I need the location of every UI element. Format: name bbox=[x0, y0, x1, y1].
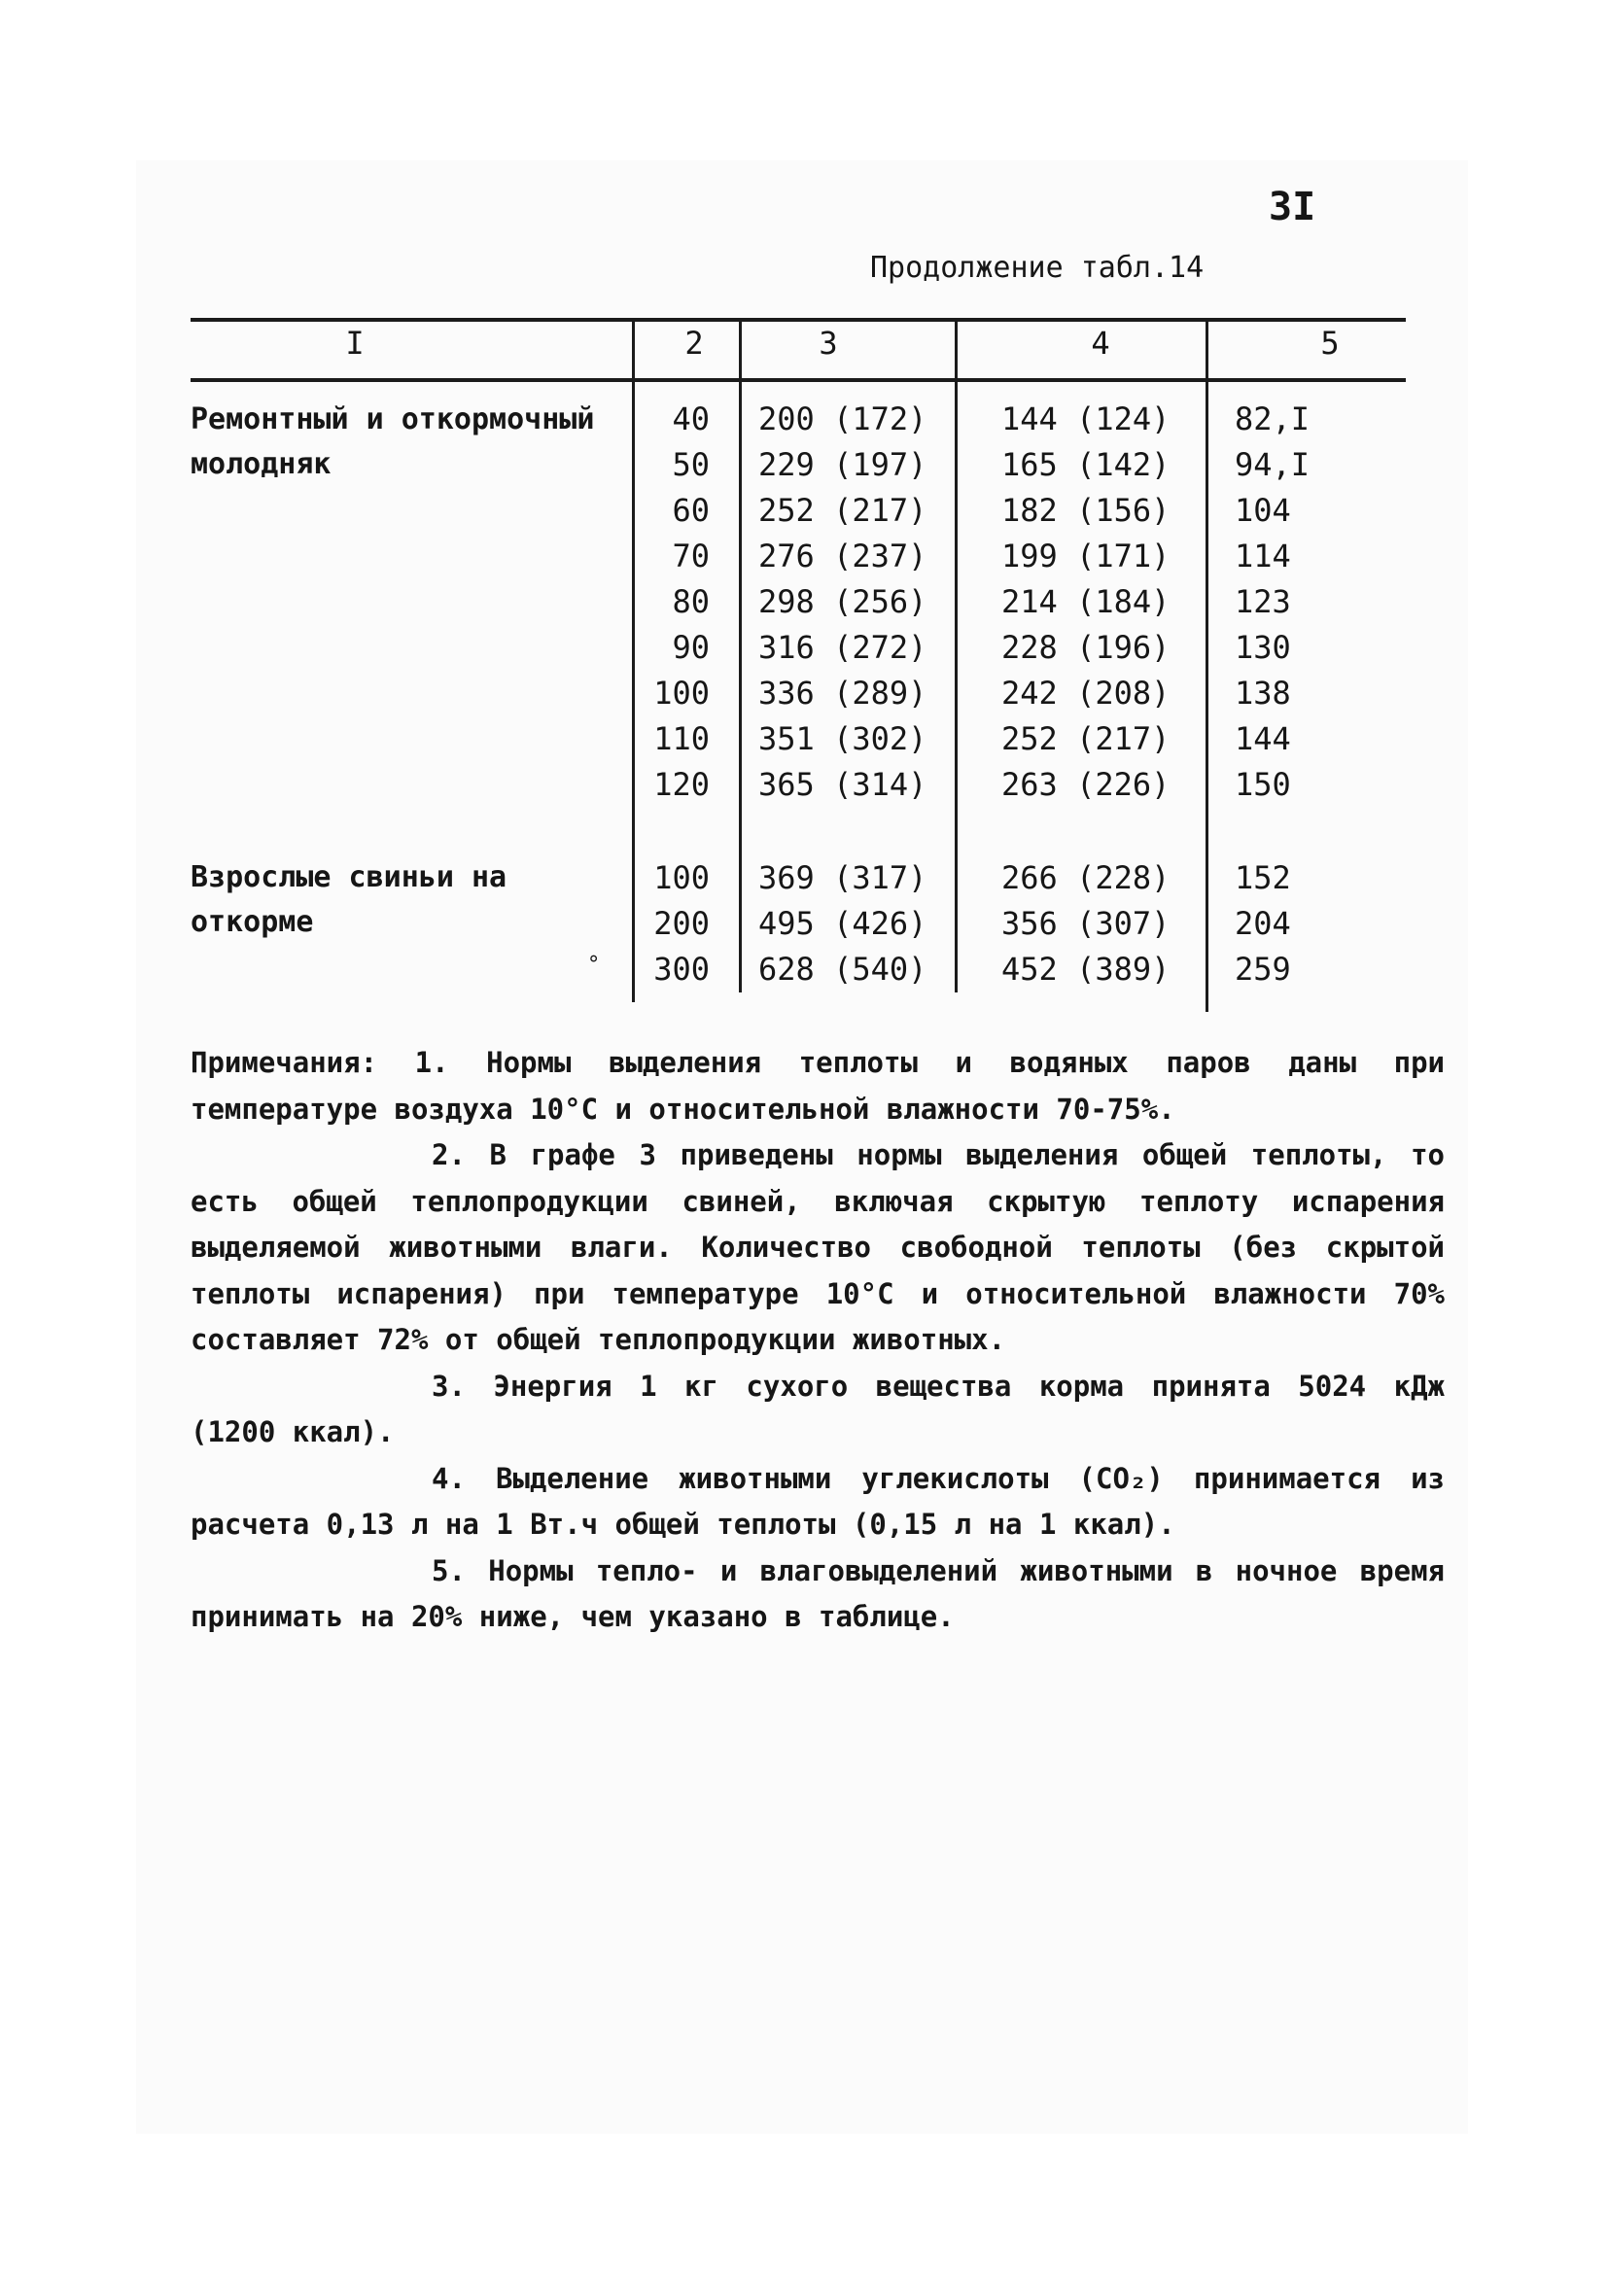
cell-weight: 300 bbox=[653, 951, 710, 988]
cell-vapour: 259 bbox=[1235, 951, 1291, 988]
margin-mark: ° bbox=[587, 953, 601, 977]
cell-free-heat: 266 (228) bbox=[1001, 859, 1171, 896]
cell-vapour: 104 bbox=[1235, 492, 1291, 529]
note-4: 4. Выделение животными углекислоты (CO₂) принимается из расчета 0,13 л на 1 Вт.ч общей теплоты (0,15 л на 1 ккал). bbox=[191, 1461, 1445, 1541]
cell-free-heat: 182 (156) bbox=[1001, 492, 1171, 529]
cell-vapour: 130 bbox=[1235, 629, 1291, 666]
cell-total-heat: 351 (302) bbox=[758, 720, 927, 757]
notes-block bbox=[191, 1040, 1445, 1641]
col-divider-1 bbox=[632, 322, 635, 1002]
note-3: 3. Энергия 1 кг сухого вещества корма принята 5024 кДж (1200 ккал). bbox=[191, 1369, 1445, 1448]
cell-vapour: 152 bbox=[1235, 859, 1291, 896]
col-divider-2 bbox=[739, 322, 742, 992]
cell-free-heat: 228 (196) bbox=[1001, 629, 1171, 666]
cell-vapour: 94,I bbox=[1235, 446, 1311, 483]
cell-weight: 110 bbox=[653, 720, 710, 757]
table-top-rule bbox=[191, 318, 1406, 322]
cell-total-heat: 369 (317) bbox=[758, 859, 927, 896]
table-caption: Продолжение табл.14 bbox=[870, 251, 1205, 285]
cell-weight: 50 bbox=[672, 446, 710, 483]
cell-vapour: 114 bbox=[1235, 538, 1291, 574]
cell-total-heat: 495 (426) bbox=[758, 905, 927, 942]
col-header-3: 3 bbox=[819, 325, 838, 362]
cell-total-heat: 252 (217) bbox=[758, 492, 927, 529]
cell-vapour: 82,I bbox=[1235, 400, 1311, 437]
cell-weight: 120 bbox=[653, 766, 710, 803]
cell-free-heat: 199 (171) bbox=[1001, 538, 1171, 574]
col-header-1: I bbox=[345, 325, 365, 362]
cell-vapour: 150 bbox=[1235, 766, 1291, 803]
col-header-5: 5 bbox=[1320, 325, 1340, 362]
cell-free-heat: 214 (184) bbox=[1001, 583, 1171, 620]
cell-total-heat: 336 (289) bbox=[758, 675, 927, 712]
note-5: 5. Нормы тепло- и влаговыделений животными в ночное время принимать на 20% ниже, чем указано в таблице. bbox=[191, 1553, 1445, 1633]
cell-vapour: 123 bbox=[1235, 583, 1291, 620]
cell-weight: 100 bbox=[653, 859, 710, 896]
cell-total-heat: 365 (314) bbox=[758, 766, 927, 803]
cell-free-heat: 242 (208) bbox=[1001, 675, 1171, 712]
cell-total-heat: 276 (237) bbox=[758, 538, 927, 574]
cell-weight: 80 bbox=[672, 583, 710, 620]
cell-total-heat: 229 (197) bbox=[758, 446, 927, 483]
cell-total-heat: 628 (540) bbox=[758, 951, 927, 988]
cell-weight: 70 bbox=[672, 538, 710, 574]
cell-vapour: 138 bbox=[1235, 675, 1291, 712]
note-2: 2. В графе 3 приведены нормы выделения общей теплоты, то есть общей теплопродукции свиней, включая скрытую теплоту испарения выделяемой животными влаги. Количество свободной теплоты (без скрытой теплоты испарения) при температуре 10°C и относительной влажности 70% составляет 72% от общей теплопродукции животных. bbox=[191, 1138, 1445, 1356]
page-number: 3I bbox=[1269, 185, 1316, 229]
cell-total-heat: 298 (256) bbox=[758, 583, 927, 620]
cell-free-heat: 356 (307) bbox=[1001, 905, 1171, 942]
col-header-4: 4 bbox=[1091, 325, 1110, 362]
cell-free-heat: 252 (217) bbox=[1001, 720, 1171, 757]
cell-weight: 100 bbox=[653, 675, 710, 712]
table-header-rule bbox=[191, 378, 1406, 382]
cell-vapour: 204 bbox=[1235, 905, 1291, 942]
col-header-2: 2 bbox=[684, 325, 704, 362]
cell-weight: 90 bbox=[672, 629, 710, 666]
cell-free-heat: 165 (142) bbox=[1001, 446, 1171, 483]
cell-total-heat: 316 (272) bbox=[758, 629, 927, 666]
group-label-adult: Взрослые свиньи на откорме bbox=[191, 860, 507, 939]
cell-weight: 60 bbox=[672, 492, 710, 529]
cell-vapour: 144 bbox=[1235, 720, 1291, 757]
cell-free-heat: 452 (389) bbox=[1001, 951, 1171, 988]
cell-free-heat: 144 (124) bbox=[1001, 400, 1171, 437]
cell-free-heat: 263 (226) bbox=[1001, 766, 1171, 803]
note-1: Примечания: 1. Нормы выделения теплоты и водяных паров даны при температуре воздуха 10°C и относительной влажности 70-75%. bbox=[191, 1046, 1445, 1126]
col-divider-3 bbox=[955, 322, 958, 992]
group-label-young: Ремонтный и откормочный молодняк bbox=[191, 402, 595, 481]
cell-weight: 40 bbox=[672, 400, 710, 437]
cell-weight: 200 bbox=[653, 905, 710, 942]
cell-total-heat: 200 (172) bbox=[758, 400, 927, 437]
